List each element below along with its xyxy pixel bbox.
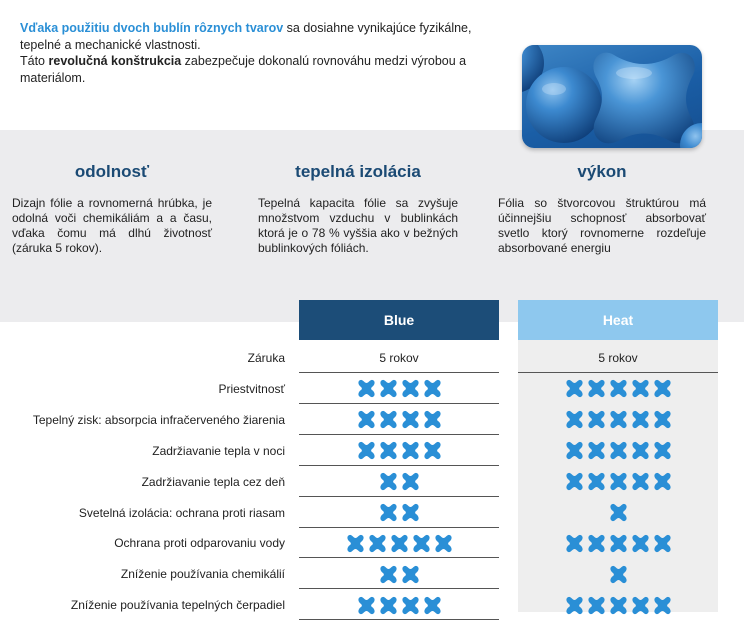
cross-bubble-icon bbox=[609, 503, 628, 522]
heat-rating bbox=[518, 559, 718, 589]
cross-bubble-icon bbox=[379, 410, 398, 429]
cross-bubble-icon bbox=[357, 410, 376, 429]
intro-line1-rest: sa dosiahne vynikajúce fyzikálne, tepelné a mechanické vlastnosti. bbox=[20, 21, 472, 52]
blue-rating bbox=[299, 405, 499, 435]
feature-title: odolnosť bbox=[74, 162, 150, 181]
cross-bubble-icon bbox=[401, 410, 420, 429]
cross-bubble-icon bbox=[653, 410, 672, 429]
cross-bubble-icon bbox=[609, 379, 628, 398]
blue-rating bbox=[299, 374, 499, 404]
blue-rating bbox=[299, 590, 499, 620]
intro-paragraph-1 bbox=[20, 20, 480, 53]
cross-bubble-icon bbox=[587, 441, 606, 460]
cross-bubble-icon bbox=[587, 596, 606, 615]
table-row bbox=[0, 436, 744, 466]
table-row bbox=[0, 405, 744, 435]
feature-text: Tepelná kapacita fólie sa zvyšuje množstvom vzduchu v bublinkách ktorá je o 78 % vyššia ako v bežných bublinkových fóliách. bbox=[258, 196, 458, 255]
cross-bubble-icon bbox=[401, 596, 420, 615]
cross-bubble-icon bbox=[653, 534, 672, 553]
cross-bubble-icon bbox=[653, 596, 672, 615]
intro-text bbox=[20, 20, 480, 86]
row-label: Záruka bbox=[247, 351, 285, 365]
cross-bubble-icon bbox=[587, 379, 606, 398]
features-band bbox=[0, 130, 744, 322]
blue-rating bbox=[299, 436, 499, 466]
cross-bubble-icon bbox=[609, 410, 628, 429]
cross-bubble-icon bbox=[379, 565, 398, 584]
cross-bubble-icon bbox=[609, 534, 628, 553]
row-label: Zníženie používania chemikálií bbox=[120, 567, 285, 582]
blue-rating bbox=[299, 528, 499, 558]
cross-bubble-icon bbox=[401, 441, 420, 460]
heat-divider bbox=[518, 372, 718, 373]
cross-bubble-icon bbox=[401, 472, 420, 491]
cross-bubble-icon bbox=[609, 596, 628, 615]
intro-line2-pre: Táto bbox=[20, 54, 49, 68]
cross-bubble-icon bbox=[401, 379, 420, 398]
cross-bubble-icon bbox=[357, 596, 376, 615]
intro-paragraph-2 bbox=[20, 53, 480, 86]
cross-bubble-icon bbox=[412, 534, 431, 553]
cross-bubble-icon bbox=[401, 503, 420, 522]
table-row bbox=[0, 343, 744, 373]
cross-bubble-icon bbox=[423, 441, 442, 460]
feature-title: tepelná izolácia bbox=[295, 162, 421, 181]
heat-rating bbox=[518, 405, 718, 435]
cross-bubble-icon bbox=[565, 379, 584, 398]
cross-bubble-icon bbox=[631, 472, 650, 491]
intro-highlight: Vďaka použitiu dvoch bublín rôznych tvarov bbox=[20, 21, 284, 35]
cross-bubble-icon bbox=[390, 534, 409, 553]
heat-rating bbox=[518, 436, 718, 466]
cross-bubble-icon bbox=[631, 534, 650, 553]
bubble-film-image bbox=[522, 45, 702, 148]
heat-rating bbox=[518, 498, 718, 528]
row-label: Svetelná izolácia: ochrana proti riasam bbox=[78, 505, 285, 520]
cross-bubble-icon bbox=[434, 534, 453, 553]
cross-bubble-icon bbox=[609, 565, 628, 584]
heat-rating bbox=[518, 528, 718, 558]
row-label: Zadržiavanie tepla cez deň bbox=[141, 474, 285, 489]
cross-bubble-icon bbox=[565, 410, 584, 429]
cross-bubble-icon bbox=[357, 379, 376, 398]
cross-bubble-icon bbox=[565, 472, 584, 491]
heat-rating bbox=[518, 467, 718, 497]
cross-bubble-icon bbox=[653, 441, 672, 460]
feature-text: Dizajn fólie a rovnomerná hrúbka, je odolná voči chemikáliám a a času, vďaka čomu má dlhú životnosť (záruka 5 rokov). bbox=[12, 196, 212, 255]
table-row bbox=[0, 528, 744, 558]
feature-insulation bbox=[258, 162, 458, 256]
row-label: Tepelný zisk: absorpcia infračerveného žiarenia bbox=[32, 412, 285, 427]
intro-bold: revolučná konštrukcia bbox=[48, 54, 182, 68]
blue-rating: 5 rokov bbox=[379, 351, 419, 365]
column-header-heat: Heat bbox=[518, 300, 718, 340]
table-row bbox=[0, 559, 744, 589]
blue-rating bbox=[299, 467, 499, 497]
cross-bubble-icon bbox=[379, 472, 398, 491]
cross-bubble-icon bbox=[565, 441, 584, 460]
cross-bubble-icon bbox=[587, 410, 606, 429]
table-row bbox=[0, 590, 744, 620]
cross-bubble-icon bbox=[565, 534, 584, 553]
cross-bubble-icon bbox=[379, 379, 398, 398]
row-label: Priestvitnosť bbox=[218, 381, 285, 396]
cross-bubble-icon bbox=[653, 472, 672, 491]
cross-bubble-icon bbox=[631, 596, 650, 615]
cross-bubble-icon bbox=[379, 596, 398, 615]
cross-bubble-icon bbox=[346, 534, 365, 553]
cross-bubble-icon bbox=[368, 534, 387, 553]
feature-title: výkon bbox=[577, 162, 627, 181]
table-row bbox=[0, 374, 744, 404]
cross-bubble-icon bbox=[379, 441, 398, 460]
feature-performance bbox=[498, 162, 706, 256]
cross-bubble-icon bbox=[587, 472, 606, 491]
row-label: Ochrana proti odparovaniu vody bbox=[114, 536, 285, 551]
cross-bubble-icon bbox=[401, 565, 420, 584]
heat-rating bbox=[518, 590, 718, 620]
cross-bubble-icon bbox=[609, 441, 628, 460]
cross-bubble-icon bbox=[631, 410, 650, 429]
cross-bubble-icon bbox=[423, 379, 442, 398]
column-header-blue: Blue bbox=[299, 300, 499, 340]
cross-bubble-icon bbox=[653, 379, 672, 398]
table-row bbox=[0, 467, 744, 497]
cross-bubble-icon bbox=[565, 596, 584, 615]
table-row bbox=[0, 498, 744, 528]
cross-bubble-icon bbox=[631, 441, 650, 460]
heat-rating: 5 rokov bbox=[598, 351, 638, 365]
cross-bubble-icon bbox=[423, 596, 442, 615]
intro-line2-rest: zabezpečuje dokonalú rovnováhu medzi výrobou a materiálom. bbox=[20, 54, 467, 85]
row-label: Zníženie používania tepelných čerpadiel bbox=[70, 598, 285, 613]
blue-rating bbox=[299, 498, 499, 528]
cross-bubble-icon bbox=[609, 472, 628, 491]
heat-rating bbox=[518, 374, 718, 404]
blue-rating bbox=[299, 559, 499, 589]
bubble-film-illustration bbox=[522, 45, 702, 148]
feature-text: Fólia so štvorcovou štruktúrou má účinnejšiu schopnosť absorbovať svetlo ktorý rovnomerne rozdeľuje absorbované energiu bbox=[498, 196, 706, 255]
feature-durability bbox=[12, 162, 212, 256]
cross-bubble-icon bbox=[423, 410, 442, 429]
row-label: Zadržiavanie tepla v noci bbox=[152, 443, 285, 458]
cross-bubble-icon bbox=[379, 503, 398, 522]
cross-bubble-icon bbox=[357, 441, 376, 460]
cross-bubble-icon bbox=[631, 379, 650, 398]
cross-bubble-icon bbox=[587, 534, 606, 553]
